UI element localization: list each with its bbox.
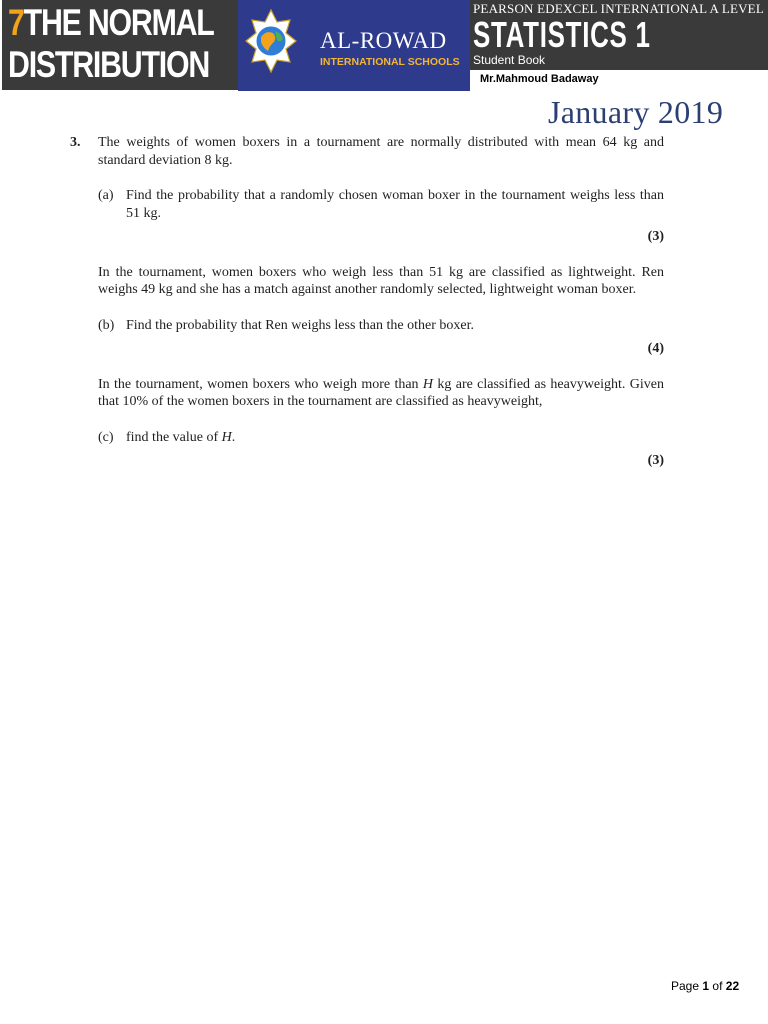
part-b-text: Find the probability that Ren weighs less than the other boxer.: [126, 317, 474, 333]
variable-h: H: [422, 376, 434, 392]
page-of: of: [712, 979, 723, 993]
part-c-context-text-2: kg are classified as heavyweight. Given that 10% of the women boxers in the tournament are classified as heavyweight,: [98, 376, 664, 409]
part-c-text-1: find the value of: [126, 429, 222, 445]
part-b-label: (b): [98, 317, 115, 333]
chapter-title-block: [2, 0, 238, 90]
part-c-marks: (3): [647, 453, 664, 468]
school-name: AL-ROWAD: [320, 28, 447, 53]
part-c-text: [126, 429, 664, 447]
part-a-label: (a): [98, 188, 114, 203]
part-c-label: (c): [98, 429, 114, 445]
chapter-title-text-1: THE NORMAL: [23, 2, 214, 43]
part-a: [98, 187, 664, 222]
page-current: 1: [702, 979, 710, 993]
page-word: Page: [671, 979, 700, 993]
part-c-text-2: .: [231, 429, 236, 445]
chapter-title-line-1: [8, 2, 214, 44]
school-logo: [244, 4, 298, 86]
question-block: [70, 134, 664, 470]
school-subtitle: INTERNATIONAL SCHOOLS: [320, 56, 460, 68]
part-c-context-text-1: In the tournament, women boxers who weigh more than: [98, 376, 423, 392]
book-series: PEARSON EDEXCEL INTERNATIONAL A LEVEL: [473, 1, 764, 16]
author-name: Mr.Mahmoud Badaway: [480, 73, 599, 85]
page-total: 22: [725, 979, 740, 993]
exam-date-heading: January 2019: [548, 94, 724, 130]
part-a-marks: (3): [647, 229, 664, 244]
book-title-block: [470, 0, 768, 70]
part-b-context: In the tournament, women boxers who weigh less than 51 kg are classified as lightweight. Ren weighs 49 kg and she has a match against another randomly selected, lightweight woman boxer.: [98, 264, 664, 297]
part-a-text: Find the probability that a randomly chosen woman boxer in the tournament weighs less than 51 kg.: [126, 188, 664, 221]
part-b: [98, 317, 664, 335]
question-number: 3.: [70, 135, 81, 150]
chapter-number: 7: [8, 2, 24, 43]
page-header-banner: [0, 0, 768, 91]
chapter-title-text-2: ISTRIBUTION: [28, 44, 210, 85]
chapter-title-initial: D: [8, 44, 29, 85]
part-c-context: [98, 376, 664, 411]
chapter-title-line-2: [8, 44, 209, 86]
book-subject: STATISTICS 1: [473, 14, 651, 55]
book-type: Student Book: [473, 53, 546, 67]
page-number: [671, 979, 739, 993]
part-c: [98, 429, 664, 447]
variable-h-part-c: H: [221, 429, 232, 445]
question-intro: The weights of women boxers in a tournament are normally distributed with mean 64 kg and standard deviation 8 kg.: [98, 135, 664, 168]
school-brand-block: [238, 0, 470, 91]
part-b-marks: (4): [647, 341, 664, 356]
